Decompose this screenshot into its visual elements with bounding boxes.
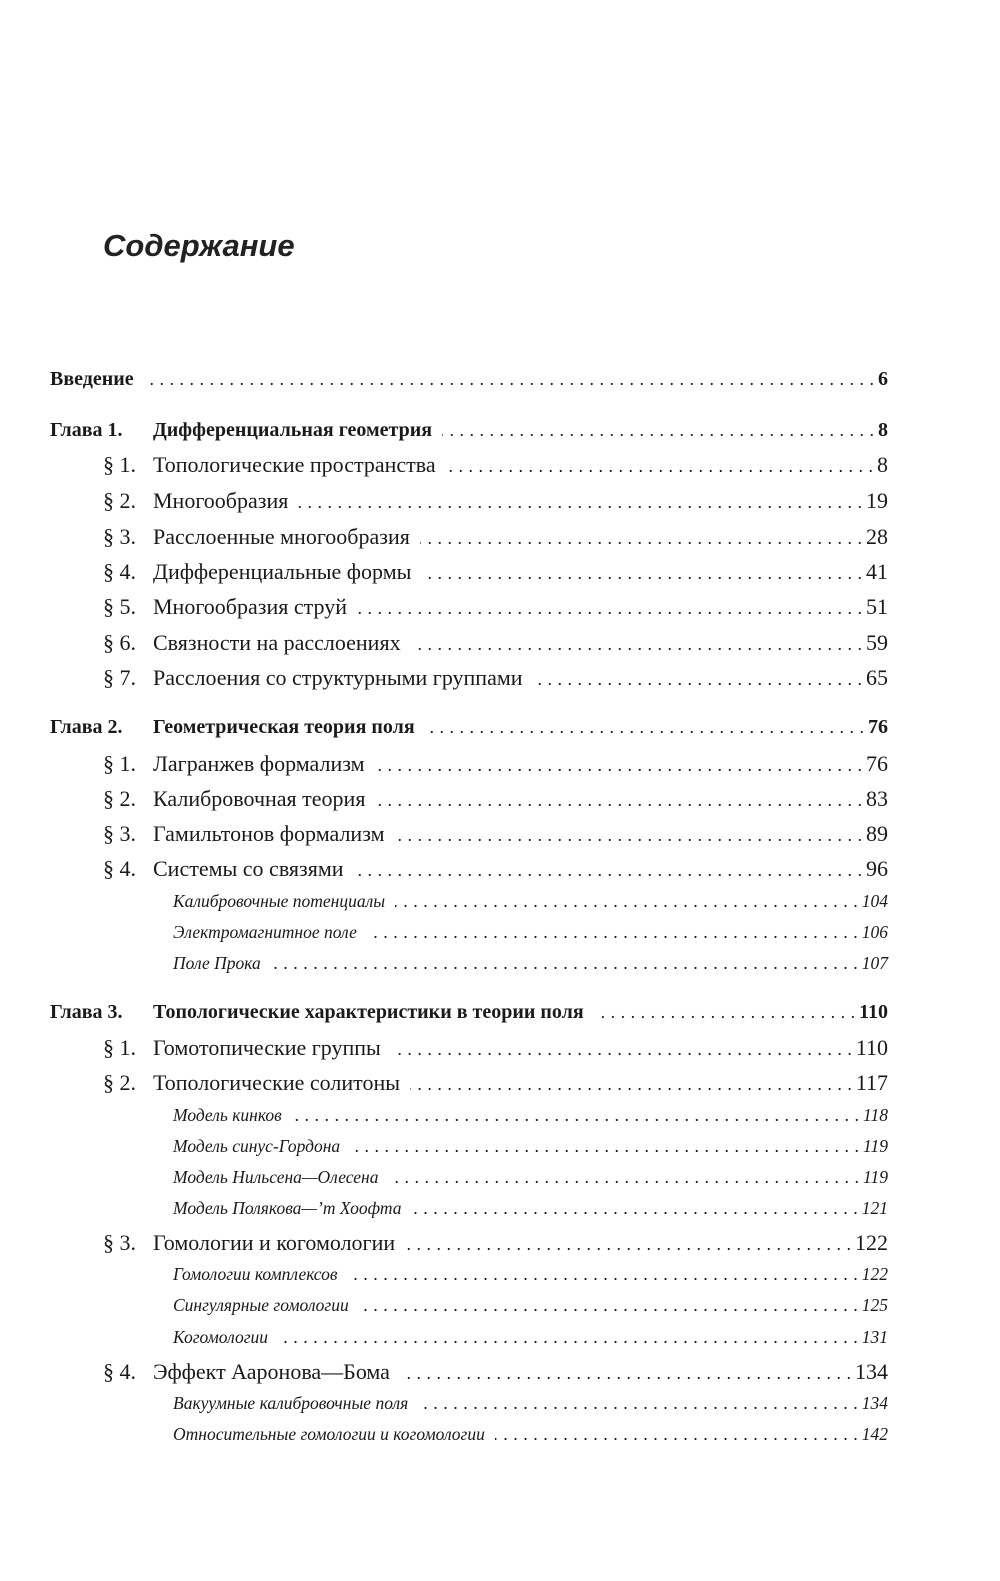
dot-leader [391,1033,852,1064]
entry-title: Поле Прока [173,953,261,973]
toc-entry-sub [173,1322,888,1352]
entry-page-number: 8 [877,452,888,477]
entry-page-number: 76 [866,751,888,776]
entry-title: Модель Нильсена—Олесена [173,1167,379,1187]
entry-page-number: 110 [855,1035,888,1060]
entry-title: Калибровочная теория [153,786,366,811]
entry-page-number: 19 [866,488,888,513]
toc-entry-section [103,1228,888,1258]
entry-number: Глава 3. [50,1001,123,1023]
entry-page-number: 76 [868,716,888,738]
entry-number: § 4. [103,559,136,584]
entry-title: Многообразия [153,488,289,513]
entry-number: § 4. [103,1359,136,1384]
toc-entry-sub [173,1259,888,1289]
entry-title: Вакуумные калибровочные поля [173,1393,409,1413]
dot-leader [418,1388,857,1418]
entry-page-number: 59 [866,630,888,655]
toc-entry-chapter [50,415,888,445]
dot-leader [411,628,862,659]
toc-entry-section [103,486,888,516]
dot-leader [446,450,873,481]
entry-number: Глава 1. [50,419,123,441]
toc-entry-sub [173,948,888,978]
toc-entry-section [103,663,888,693]
toc-entry-section [103,819,888,849]
entry-title: Калибровочные потенциалы [173,891,386,911]
entry-number: § 1. [103,751,136,776]
toc-entry-sub [173,1419,888,1449]
entry-number: § 7. [103,665,136,690]
entry-page-number: 8 [878,419,888,441]
dot-leader [388,1162,859,1192]
toc-entry-section [103,592,888,622]
entry-page-number: 134 [861,1393,888,1413]
entry-title: Лагранжев формализм [153,751,365,776]
toc-entry-sub [173,1193,888,1223]
entry-number: § 2. [103,488,136,513]
dot-leader [533,663,862,694]
entry-number: § 1. [103,1035,136,1060]
entry-number: § 6. [103,630,136,655]
entry-title: Когомологии [173,1327,269,1347]
toc-entry-sub [173,1388,888,1418]
entry-title: Многообразия струй [153,594,347,619]
dot-leader [395,886,858,916]
toc-entry-section [103,628,888,658]
entry-page-number: 122 [855,1230,888,1255]
entry-title: Геометрическая теория поля [153,716,415,738]
entry-number: § 5. [103,594,136,619]
entry-page-number: 142 [861,1424,888,1444]
dot-leader [347,1259,857,1289]
entry-number: § 2. [103,1070,136,1095]
toc-entry-sub [173,917,888,947]
toc-entry-section [103,1357,888,1387]
entry-number: § 2. [103,786,136,811]
entry-title: Топологические характеристики в теории поля [153,1001,584,1023]
dot-leader [495,1419,858,1449]
toc-entry-sub [173,1162,888,1192]
toc-entry-sub [173,1131,888,1161]
toc-entry-chapter [50,712,888,742]
entry-page-number: 119 [863,1167,888,1187]
entry-title: Электромагнитное поле [173,922,357,942]
entry-title: Введение [50,368,134,390]
dot-leader [594,997,855,1027]
entry-page-number: 107 [861,953,888,973]
toc-entry-section [103,784,888,814]
entry-number: § 3. [103,1230,136,1255]
dot-leader [350,1131,859,1161]
entry-title: Гамильтонов формализм [153,821,385,846]
entry-page-number: 89 [866,821,888,846]
entry-title: Модель Полякова—’т Хоофта [173,1198,402,1218]
dot-leader [442,415,874,445]
dot-leader [292,1100,859,1130]
dot-leader [395,819,863,850]
entry-page-number: 110 [859,1001,888,1023]
entry-page-number: 134 [855,1359,888,1384]
entry-title: Топологические солитоны [153,1070,401,1095]
entry-page-number: 6 [878,368,888,390]
entry-number: Глава 2. [50,716,123,738]
toc-entry-sub [173,886,888,916]
dot-leader [144,364,874,394]
entry-page-number: 51 [866,594,888,619]
dot-leader [405,1228,851,1259]
entry-page-number: 131 [861,1327,888,1347]
entry-title: Дифференциальная геометрия [153,419,433,441]
entry-page-number: 83 [866,786,888,811]
toc-entry-section [103,1033,888,1063]
toc-entry-sub [173,1290,888,1320]
entry-page-number: 96 [866,856,888,881]
dot-leader [367,917,858,947]
dot-leader [271,948,858,978]
entry-number: § 1. [103,452,136,477]
dot-leader [420,522,862,553]
entry-title: Сингулярные гомологии [173,1295,349,1315]
dot-leader [425,712,864,742]
dot-leader [278,1322,858,1352]
entry-page-number: 28 [866,524,888,549]
entry-title: Расслоенные многообразия [153,524,410,549]
dot-leader [410,1068,852,1099]
entry-title: Модель синус-Гордона [173,1136,341,1156]
entry-page-number: 119 [863,1136,888,1156]
dot-leader [421,557,862,588]
dot-leader [359,1290,858,1320]
toc-entry-section [103,557,888,587]
entry-number: § 3. [103,821,136,846]
toc-entry-sub [173,1100,888,1130]
entry-title: Дифференциальные формы [153,559,412,584]
toc-entry-section [103,522,888,552]
toc-entry-section [103,749,888,779]
entry-title: Системы со связями [153,856,344,881]
dot-leader [357,592,862,623]
toc-entry-chapter [50,364,888,394]
toc-entry-section [103,450,888,480]
entry-title: Относительные гомологии и когомологии [173,1424,485,1444]
entry-title: Модель кинков [173,1105,282,1125]
page-title: Содержание [103,228,295,263]
entry-page-number: 117 [855,1070,888,1095]
entry-number: § 4. [103,856,136,881]
dot-leader [375,749,862,780]
entry-page-number: 41 [866,559,888,584]
entry-title: Связности на расслоениях [153,630,401,655]
entry-title: Гомологии комплексов [173,1264,338,1284]
entry-page-number: 106 [861,922,888,942]
dot-leader [375,784,862,815]
toc-entry-section [103,1068,888,1098]
toc-entry-chapter [50,997,888,1027]
dot-leader [411,1193,857,1223]
dot-leader [354,854,862,885]
dot-leader [298,486,862,517]
entry-title: Эффект Ааронова—Бома [153,1359,390,1384]
entry-page-number: 122 [861,1264,888,1284]
entry-page-number: 118 [863,1105,888,1125]
entry-page-number: 65 [866,665,888,690]
toc-entry-section [103,854,888,884]
entry-page-number: 125 [861,1295,888,1315]
dot-leader [400,1357,851,1388]
entry-page-number: 121 [861,1198,888,1218]
entry-number: § 3. [103,524,136,549]
entry-title: Топологические пространства [153,452,436,477]
entry-page-number: 104 [861,891,888,911]
entry-title: Гомологии и когомологии [153,1230,396,1255]
entry-title: Гомотопические группы [153,1035,381,1060]
entry-title: Расслоения со структурными группами [153,665,523,690]
